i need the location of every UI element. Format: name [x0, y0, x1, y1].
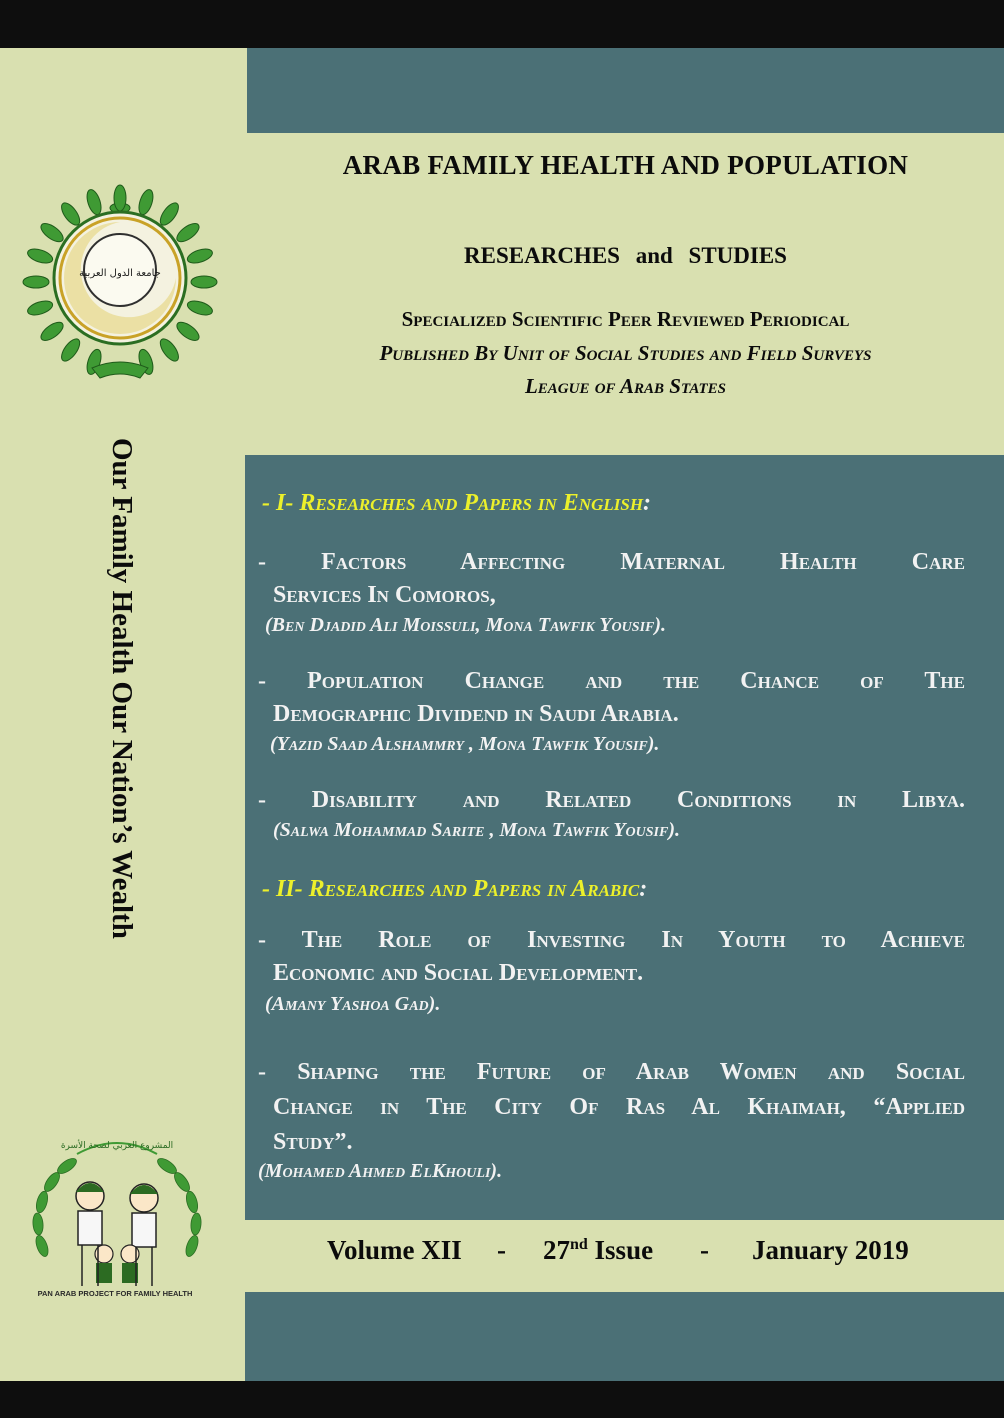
logo-caption: PAN ARAB PROJECT FOR FAMILY HEALTH — [37, 1289, 193, 1298]
section-heading-arabic: - II- Researches and Papers in Arabic: — [262, 876, 648, 902]
separator: - — [700, 1235, 709, 1265]
article-4-authors: (Amany Yashoa Gad). — [265, 993, 441, 1015]
separator: - — [497, 1235, 506, 1265]
article-title-line: - Disability and Related Conditions in Libya. — [258, 787, 965, 813]
article-4 — [258, 924, 965, 990]
journal-subtitle: RESEARCHES and STUDIES — [464, 243, 787, 268]
article-2 — [258, 665, 965, 731]
article-title-line: Change in The City Of Ras Al Khaimah, “Applied — [273, 1094, 965, 1120]
top-teal-panel — [247, 48, 1004, 133]
family-health-logo-icon — [22, 1126, 212, 1311]
article-title-line: - Shaping the Future of Arab Women and Social — [258, 1059, 965, 1085]
article-2-authors: (Yazid Saad Alshammry , Mona Tawfik Yousif). — [270, 733, 660, 755]
bottom-teal-panel — [245, 1292, 1004, 1381]
issue-date: January 2019 — [752, 1235, 909, 1265]
article-1 — [258, 546, 965, 612]
section-heading-english: - I- Researches and Papers in English: — [262, 490, 652, 516]
article-1-authors: (Ben Djadid Ali Moissuli, Mona Tawfik Yousif). — [265, 614, 667, 636]
seal-calligraphy: جامعة الدول العربية — [79, 268, 161, 279]
arab-league-seal-icon — [22, 178, 218, 386]
article-5 — [258, 1055, 965, 1160]
article-title-line: Study”. — [273, 1129, 353, 1155]
publisher-line: Published By Unit of Social Studies and Field Surveys — [379, 341, 872, 365]
article-title-line: Demographic Dividend in Saudi Arabia. — [273, 701, 679, 727]
top-black-band — [0, 0, 1004, 48]
bottom-black-band — [0, 1381, 1004, 1418]
article-3 — [258, 784, 965, 817]
article-title-line: - Population Change and the Chance of The — [258, 668, 965, 694]
logo-arabic-text: المشروع العربي لصحة الأسرة — [60, 1141, 174, 1151]
article-3-authors: (Salwa Mohammad Sarite , Mona Tawfik Yousif). — [273, 819, 680, 841]
periodical-description: Specialized Scientific Peer Reviewed Periodical — [401, 307, 850, 331]
article-title-line: - The Role of Investing In Youth to Achieve — [258, 927, 965, 953]
article-title-line: Economic and Social Development. — [273, 960, 644, 986]
volume-label: Volume XII — [327, 1235, 462, 1265]
article-title-line: - Factors Affecting Maternal Health Care — [258, 549, 965, 575]
article-title-line: Services In Comoros, — [273, 582, 496, 608]
organization-line: League of Arab States — [524, 374, 727, 398]
article-5-authors: (Mohamed Ahmed ElKhouli). — [258, 1160, 503, 1182]
slogan-vertical: Our Family Health Our Nation’s Wealth — [106, 438, 138, 939]
issue-label: 27nd Issue — [543, 1235, 654, 1265]
journal-title: ARAB FAMILY HEALTH AND POPULATION — [342, 150, 909, 180]
